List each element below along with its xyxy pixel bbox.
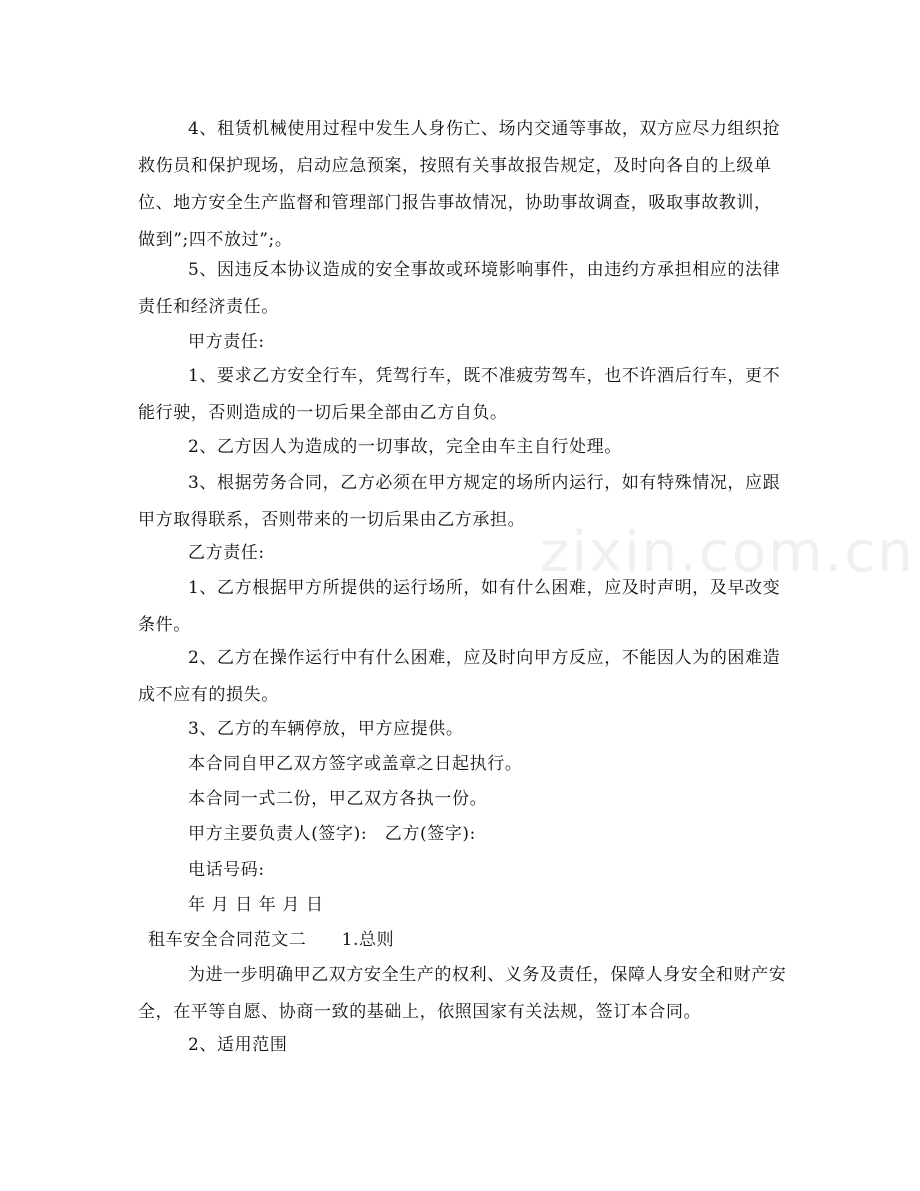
paragraph-general-intro: 为进一步明确甲乙双方安全生产的权利、义务及责任，保障人身安全和财产安全，在平等自愿、协商一致的基础上，依照国家有关法规，签订本合同。 [138, 965, 787, 1022]
signature-line: 甲方主要负责人(签字): 乙方(签字): [188, 824, 476, 844]
paragraph-clause-5: 5、因违反本协议造成的安全事故或环境影响事件，由违约方承担相应的法律责任和经济责任。 [138, 260, 781, 317]
paragraph-party-b-2: 2、乙方在操作运行中有什么困难，应及时向甲方反应，不能因人为的困难造成不应有的损失。 [138, 648, 781, 705]
phone-line: 电话号码: [188, 860, 265, 880]
date-line: 年 月 日 年 月 日 [188, 895, 324, 915]
paragraph-party-b-3: 3、乙方的车辆停放，甲方应提供。 [188, 719, 464, 739]
paragraph-party-b-1: 1、乙方根据甲方所提供的运行场所，如有什么困难，应及时声明，及早改变条件。 [138, 578, 781, 635]
paragraph-party-a-2: 2、乙方因人为造成的一切事故，完全由车主自行处理。 [188, 437, 622, 457]
heading-party-b-duties: 乙方责任: [188, 543, 265, 563]
paragraph-party-a-3: 3、根据劳务合同，乙方必须在甲方规定的场所内运行，如有特殊情况，应跟甲方取得联系，否则带来的一切后果由乙方承担。 [138, 473, 781, 530]
watermark: zixin.com.cn [540, 520, 915, 585]
paragraph-clause-4: 4、租赁机械使用过程中发生人身伤亡、场内交通等事故，双方应尽力组织抢救伤员和保护现场，启动应急预案，按照有关事故报告规定，及时向各自的上级单位、地方安全生产监督和管理部门报告事故情况，协助事故调查，吸取事故教训，做到”;四不放过”;。 [138, 119, 781, 250]
paragraph-copies: 本合同一式二份，甲乙双方各执一份。 [188, 789, 488, 809]
paragraph-effective-date: 本合同自甲乙双方签字或盖章之日起执行。 [188, 754, 523, 774]
heading-scope: 2、适用范围 [188, 1035, 288, 1055]
paragraph-party-a-1: 1、要求乙方安全行车，凭驾行车，既不准疲劳驾车，也不许酒后行车，更不能行驶，否则造成的一切后果全部由乙方自负。 [138, 366, 781, 423]
heading-party-a-duties: 甲方责任: [188, 332, 265, 352]
section-title-sample-two: 租车安全合同范文二 1.总则 [148, 930, 395, 950]
